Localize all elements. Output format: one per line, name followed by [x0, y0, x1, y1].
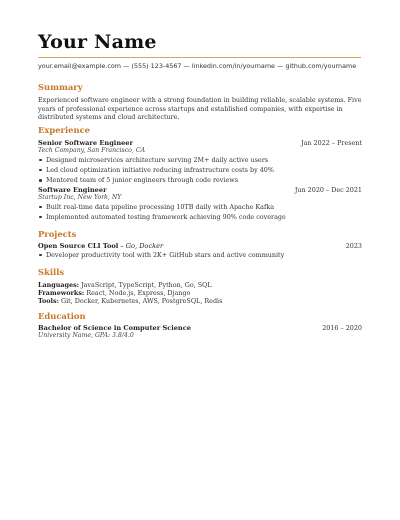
skills-heading: Skills	[38, 267, 65, 277]
skill-line: Tools: Git, Docker, Kubernetes, AWS, PostgreSQL, Redis	[38, 297, 223, 305]
list-item: Developer productivity tool with 2K+ GitHub stars and active community	[38, 250, 358, 260]
project-tech: – Go, Docker	[118, 242, 164, 250]
job-company: Startup Inc, New York, NY	[38, 194, 122, 201]
job-bullets	[38, 202, 358, 222]
summary-heading: Summary	[38, 82, 83, 92]
degree: Bachelor of Science in Computer Science	[38, 324, 191, 332]
bullet-dot	[39, 216, 42, 219]
job-bullets	[38, 155, 358, 186]
bullet-dot	[39, 254, 42, 257]
job-role: Senior Software Engineer	[38, 139, 133, 147]
skill-line: Frameworks: React, Node.js, Express, Django	[38, 289, 191, 297]
project-name: Open Source CLI Tool – Go, Docker	[38, 242, 164, 250]
experience-heading: Experience	[38, 125, 91, 135]
contact-line: your.email@example.com — (555) 123-4567 — linkedin.com/in/yourname — github.com/yourname	[38, 62, 357, 70]
list-item: Built real-time data pipeline processing 10TB daily with Apache Kafka	[38, 202, 358, 212]
bullet-dot	[39, 206, 42, 209]
project-year: 2023	[345, 242, 362, 250]
bullet-dot	[39, 169, 42, 172]
summary-text: Experienced software engineer with a strong foundation in building reliable, scalable systems. Five years of professional experience across startups and established companies, with expertise in distributed systems and cloud architecture.	[38, 96, 362, 122]
education-heading: Education	[38, 311, 86, 321]
bullet-dot	[39, 159, 42, 162]
list-item: Led cloud optimization initiative reducing infrastructure costs by 40%	[38, 165, 358, 175]
bullet-dot	[39, 179, 42, 182]
header-divider	[38, 57, 361, 58]
education-dates: 2016 – 2020	[322, 324, 362, 332]
job-dates: Jun 2020 – Dec 2021	[294, 186, 362, 194]
job-role: Software Engineer	[38, 186, 107, 194]
skill-line: Languages: JavaScript, TypeScript, Python, Go, SQL	[38, 281, 212, 289]
list-item: Designed microservices architecture serving 2M+ daily active users	[38, 155, 358, 165]
list-item: Mentored team of 5 junior engineers through code reviews	[38, 175, 358, 185]
project-bullets	[38, 250, 358, 260]
job-dates: Jan 2022 – Present	[301, 139, 362, 147]
list-item: Implemented automated testing framework achieving 90% code coverage	[38, 212, 358, 222]
projects-heading: Projects	[38, 229, 77, 239]
resume-name: Your Name	[38, 31, 157, 53]
job-company: Tech Company, San Francisco, CA	[38, 147, 146, 154]
school: University Name, GPA: 3.8/4.0	[38, 332, 134, 339]
